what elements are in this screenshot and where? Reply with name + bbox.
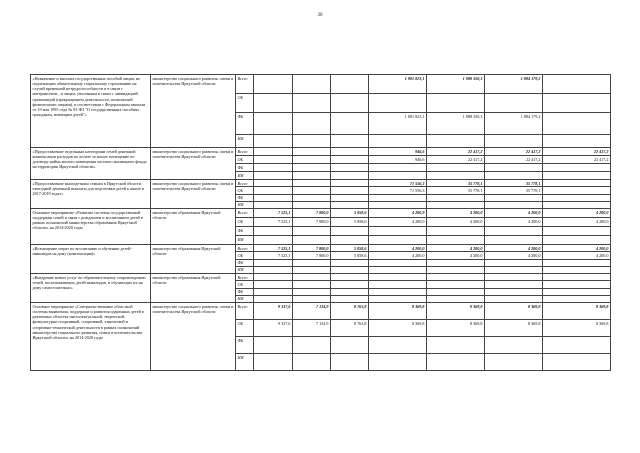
value-cell (331, 259, 369, 266)
executor-cell: министерство образования Иркутской области (151, 245, 236, 274)
value-cell (331, 201, 369, 208)
value-cell (369, 94, 427, 113)
funding-source: ИИ (236, 295, 254, 302)
executor-cell: министерство социального развития, опеки и попечительства Иркутской области (151, 75, 236, 148)
value-cell: 7 525,1 (254, 252, 293, 259)
value-cell (543, 94, 611, 113)
value-cell (543, 227, 611, 236)
value-cell (293, 135, 331, 148)
value-cell (254, 75, 293, 94)
value-cell (543, 180, 611, 187)
value-cell (543, 266, 611, 273)
value-cell (293, 259, 331, 266)
funding-source: ФБ (236, 227, 254, 236)
value-cell (254, 172, 293, 180)
value-cell: 22 417,2 (543, 148, 611, 156)
value-cell: 4 200,0 (427, 209, 485, 218)
value-cell (543, 194, 611, 201)
value-cell: 4 200,0 (485, 252, 543, 259)
value-cell (331, 172, 369, 180)
funding-source: ОБ (236, 320, 254, 337)
value-cell (254, 236, 293, 245)
funding-source: Всего (236, 180, 254, 187)
value-cell: 1 881 823,1 (369, 75, 427, 94)
value-cell (543, 75, 611, 94)
table-row (31, 148, 611, 156)
funding-source: ИИ (236, 266, 254, 273)
value-cell (293, 148, 331, 156)
value-cell (254, 180, 293, 187)
value-cell (369, 236, 427, 245)
value-cell (293, 180, 331, 187)
value-cell: 8 369,8 (427, 303, 485, 320)
value-cell (293, 75, 331, 94)
funding-source: ОБ (236, 187, 254, 194)
measure-title: «Внедрение новых услуг по образовательному сопровождению семей, воспитывающих детей-инвалидов, и обучающих их на дому самостоятельно» (31, 274, 151, 303)
value-cell: 4 200,0 (369, 218, 427, 227)
value-cell (369, 227, 427, 236)
value-cell (369, 354, 427, 371)
value-cell (485, 236, 543, 245)
value-cell (543, 281, 611, 288)
value-cell: 7 800,0 (293, 218, 331, 227)
value-cell (485, 135, 543, 148)
value-cell (293, 281, 331, 288)
value-cell: 35 778,1 (485, 180, 543, 187)
measure-title: «Предоставление многодетным семьям в Иркутской области ежегодной денежной выплаты для подготовки детей к школе в 2017-2019 годах» (31, 180, 151, 209)
value-cell: 7 800,0 (293, 245, 331, 252)
value-cell (485, 337, 543, 354)
value-cell: 1 888 350,3 (427, 75, 485, 94)
value-cell (427, 281, 485, 288)
funding-source: ИИ (236, 354, 254, 371)
table-row (31, 274, 611, 281)
funding-source: Всего (236, 75, 254, 94)
value-cell (427, 194, 485, 201)
value-cell (293, 94, 331, 113)
value-cell (254, 295, 293, 302)
value-cell: 22 417,2 (427, 148, 485, 156)
value-cell: 35 778,1 (485, 187, 543, 194)
value-cell (485, 295, 543, 302)
value-cell: 8 369,8 (543, 320, 611, 337)
value-cell: 22 417,2 (485, 148, 543, 156)
table-row (31, 245, 611, 252)
value-cell: 35 778,1 (427, 180, 485, 187)
value-cell (254, 266, 293, 273)
value-cell (331, 187, 369, 194)
value-cell: 7 134,9 (293, 320, 331, 337)
value-cell: 5 858,6 (331, 209, 369, 218)
value-cell (369, 295, 427, 302)
funding-source: ОБ (236, 281, 254, 288)
value-cell (369, 194, 427, 201)
value-cell (485, 281, 543, 288)
funding-source: ИИ (236, 135, 254, 148)
value-cell (485, 227, 543, 236)
table-row (31, 303, 611, 320)
value-cell (427, 266, 485, 273)
value-cell (331, 180, 369, 187)
value-cell (369, 281, 427, 288)
executor-cell: министерство социального развития, опеки и попечительства Иркутской области (151, 303, 236, 371)
page-number: 30 (317, 13, 323, 18)
funding-source: Всего (236, 148, 254, 156)
funding-source: Всего (236, 274, 254, 281)
funding-source: ОБ (236, 94, 254, 113)
funding-source: Всего (236, 209, 254, 218)
value-cell: 4 200,0 (543, 252, 611, 259)
value-cell (293, 274, 331, 281)
value-cell (543, 259, 611, 266)
value-cell (369, 266, 427, 273)
value-cell (254, 164, 293, 172)
measure-title: «Предоставление отдельным категориям семей денежной компенсации расходов по оплате за жилое помещение по договору найма жилого помещения частного жилищного фонда на территории Иркутской области» (31, 148, 151, 180)
value-cell (485, 288, 543, 295)
value-cell: 7 525,1 (254, 218, 293, 227)
value-cell: 4 200,0 (369, 252, 427, 259)
value-cell (427, 172, 485, 180)
value-cell: 8 369,8 (485, 303, 543, 320)
funding-source: ФБ (236, 288, 254, 295)
value-cell (293, 337, 331, 354)
value-cell (427, 295, 485, 302)
value-cell (254, 288, 293, 295)
value-cell (543, 288, 611, 295)
value-cell: 4 200,0 (427, 252, 485, 259)
value-cell (543, 274, 611, 281)
value-cell (254, 281, 293, 288)
value-cell (293, 156, 331, 164)
value-cell: 4 200,0 (543, 209, 611, 218)
value-cell (331, 156, 369, 164)
value-cell: 4 200,0 (427, 245, 485, 252)
table-row (31, 209, 611, 218)
value-cell: 4 200,0 (485, 209, 543, 218)
value-cell (427, 201, 485, 208)
value-cell: 8 763,8 (331, 303, 369, 320)
value-cell (293, 354, 331, 371)
value-cell: 71 556,3 (369, 187, 427, 194)
value-cell: 8 763,8 (331, 320, 369, 337)
measure-title: Основное мероприятие «Совершенствование областной системы выявления, поддержки и развития одаренных детей в различных областях интеллектуальной, творческой, физкультурно-спортивной, спортивной, этнической и спортивно-технической деятельности в рамках полномочий министерства социального развития, опеки и попечительства Иркутской области» на 2014-2020 годы (31, 303, 151, 371)
value-cell (331, 227, 369, 236)
value-cell: 5 858,6 (331, 245, 369, 252)
funding-source: ОБ (236, 218, 254, 227)
value-cell (543, 172, 611, 180)
measure-title: «Возмещение затрат по воспитанию и обучению детей-инвалидов на дому (компенсация)» (31, 245, 151, 274)
value-cell (543, 236, 611, 245)
value-cell (485, 274, 543, 281)
value-cell (331, 94, 369, 113)
value-cell (293, 194, 331, 201)
table-row (31, 75, 611, 94)
value-cell: 4 200,0 (485, 245, 543, 252)
value-cell: 8 369,8 (369, 320, 427, 337)
value-cell (293, 172, 331, 180)
value-cell (427, 337, 485, 354)
funding-source: Всего (236, 245, 254, 252)
value-cell (369, 337, 427, 354)
value-cell: 1 881 823,1 (369, 113, 427, 135)
value-cell: 4 200,0 (427, 218, 485, 227)
value-cell: 8 369,8 (369, 303, 427, 320)
value-cell: 71 556,3 (369, 180, 427, 187)
executor-cell: министерство социального развития, опеки и попечительства Иркутской области (151, 148, 236, 180)
value-cell (254, 227, 293, 236)
value-cell (254, 135, 293, 148)
value-cell (543, 135, 611, 148)
value-cell (427, 236, 485, 245)
value-cell (254, 274, 293, 281)
executor-cell: министерство образования Иркутской области (151, 274, 236, 303)
funding-source: ИИ (236, 236, 254, 245)
value-cell (543, 164, 611, 172)
funding-source: Всего (236, 303, 254, 320)
value-cell: 4 200,0 (369, 245, 427, 252)
value-cell (331, 281, 369, 288)
funding-source: ФБ (236, 164, 254, 172)
value-cell (543, 201, 611, 208)
value-cell (331, 274, 369, 281)
value-cell (331, 148, 369, 156)
funding-source: ФБ (236, 194, 254, 201)
value-cell (331, 337, 369, 354)
value-cell (485, 194, 543, 201)
value-cell: 946,6 (369, 156, 427, 164)
value-cell (369, 164, 427, 172)
value-cell: 4 200,9 (369, 209, 427, 218)
value-cell (293, 113, 331, 135)
executor-cell: министерство образования Иркутской области (151, 209, 236, 245)
value-cell (293, 236, 331, 245)
value-cell (543, 337, 611, 354)
value-cell: 7 800,0 (293, 252, 331, 259)
value-cell (485, 266, 543, 273)
value-cell (254, 113, 293, 135)
value-cell (369, 274, 427, 281)
value-cell (293, 187, 331, 194)
value-cell: 5 858,6 (331, 252, 369, 259)
value-cell (485, 172, 543, 180)
value-cell (293, 295, 331, 302)
value-cell: 1 884 179,2 (485, 113, 543, 135)
value-cell: 1 888 350,3 (427, 113, 485, 135)
value-cell (369, 135, 427, 148)
value-cell (293, 201, 331, 208)
value-cell (543, 113, 611, 135)
value-cell: 9 337,6 (254, 303, 293, 320)
value-cell (331, 194, 369, 201)
funding-source: ИИ (236, 172, 254, 180)
value-cell (369, 172, 427, 180)
measure-title: Основное мероприятие «Развитие системы государственной поддержки семей в связи с рождением и воспитанием детей в рамках полномочий министерства образования Иркутской области» на 2014-2020 годы (31, 209, 151, 245)
value-cell (485, 354, 543, 371)
value-cell (254, 259, 293, 266)
value-cell: 8 369,8 (485, 320, 543, 337)
value-cell (293, 288, 331, 295)
value-cell: 4 200,0 (485, 218, 543, 227)
value-cell (293, 164, 331, 172)
funding-source: ОБ (236, 252, 254, 259)
value-cell (331, 288, 369, 295)
value-cell (427, 354, 485, 371)
value-cell (427, 274, 485, 281)
value-cell (485, 201, 543, 208)
value-cell: 7 134,9 (293, 303, 331, 320)
value-cell: 7 525,1 (254, 209, 293, 218)
table-row (31, 180, 611, 187)
value-cell (331, 236, 369, 245)
value-cell (427, 259, 485, 266)
value-cell (254, 156, 293, 164)
value-cell (254, 354, 293, 371)
funding-source: ФБ (236, 259, 254, 266)
executor-cell: министерство социального развития, опеки и попечительства Иркутской области (151, 180, 236, 209)
value-cell (331, 135, 369, 148)
value-cell: 8 369,8 (543, 303, 611, 320)
measure-title: «Назначение и выплата государственных пособий лицам, не подлежащим обязательному социальному страхованию на случай временной нетрудоспособности и в связи с материнством , и лицам, уволенным в связи с ликвидацией организаций (прекращением деятельности, полномочий физическими лицами), в соответствии с Федеральным законом от 19 мая 1995 года № 81-ФЗ "О государственных пособиях гражданам, имеющим детей"» (31, 75, 151, 148)
value-cell (293, 266, 331, 273)
value-cell: 22 417,2 (427, 156, 485, 164)
funding-source: ОБ (236, 156, 254, 164)
value-cell (543, 187, 611, 194)
value-cell: 4 200,0 (543, 245, 611, 252)
value-cell (427, 94, 485, 113)
value-cell (369, 201, 427, 208)
value-cell (331, 266, 369, 273)
value-cell (369, 259, 427, 266)
value-cell (254, 201, 293, 208)
value-cell (254, 94, 293, 113)
value-cell (427, 288, 485, 295)
value-cell (331, 295, 369, 302)
value-cell (331, 164, 369, 172)
value-cell: 22 417,2 (543, 156, 611, 164)
budget-table (30, 74, 611, 371)
funding-source: ФБ (236, 113, 254, 135)
value-cell (543, 295, 611, 302)
funding-source: ИИ (236, 201, 254, 208)
value-cell (254, 194, 293, 201)
value-cell (427, 164, 485, 172)
value-cell: 5 858,6 (331, 218, 369, 227)
value-cell: 4 200,0 (543, 218, 611, 227)
value-cell (254, 187, 293, 194)
value-cell: 22 417,2 (485, 156, 543, 164)
value-cell (254, 148, 293, 156)
value-cell (369, 288, 427, 295)
value-cell (543, 354, 611, 371)
value-cell (485, 164, 543, 172)
value-cell (427, 135, 485, 148)
value-cell (485, 94, 543, 113)
funding-source: ФБ (236, 337, 254, 354)
value-cell: 9 337,6 (254, 320, 293, 337)
value-cell (427, 227, 485, 236)
value-cell: 35 778,1 (427, 187, 485, 194)
value-cell: 1 884 179,2 (485, 75, 543, 94)
value-cell (293, 227, 331, 236)
value-cell: 7 525,1 (254, 245, 293, 252)
value-cell (331, 354, 369, 371)
value-cell (485, 259, 543, 266)
value-cell: 8 369,8 (427, 320, 485, 337)
value-cell: 946,6 (369, 148, 427, 156)
value-cell (331, 113, 369, 135)
value-cell: 7 800,0 (293, 209, 331, 218)
value-cell (254, 337, 293, 354)
value-cell (331, 75, 369, 94)
